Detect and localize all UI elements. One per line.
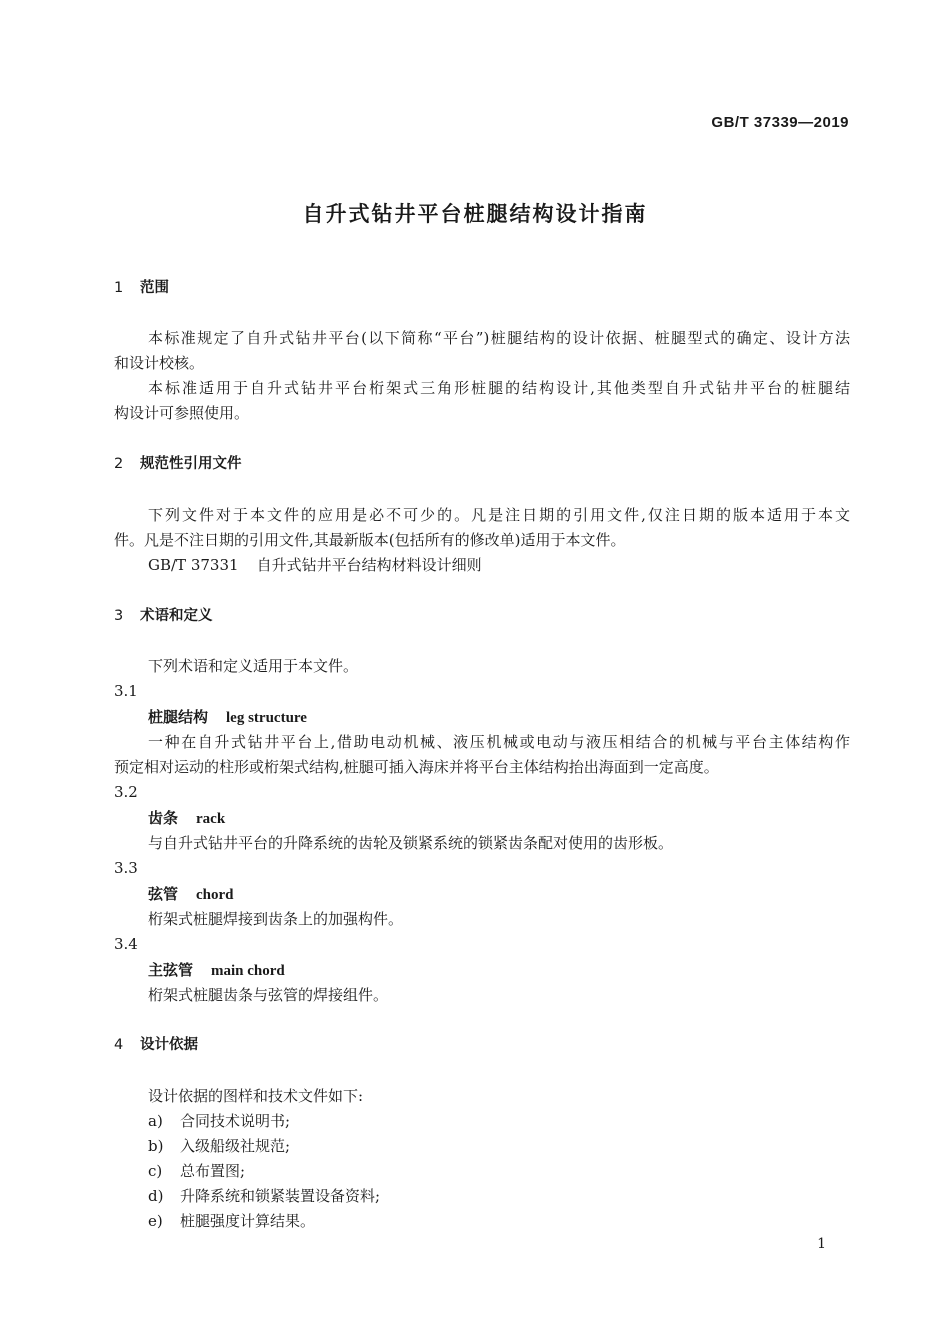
- section-heading-4: [114, 1033, 850, 1058]
- list-item-text: 升降系统和锁紧装置设备资料;: [180, 1187, 381, 1205]
- term-chinese: 弦管: [148, 885, 179, 903]
- paragraph-line: 本标准适用于自升式钻井平台桁架式三角形桩腿的结构设计,其他类型自升式钻井平台的桩腿结: [148, 379, 850, 397]
- list-item-label: c): [148, 1162, 163, 1180]
- list-item-text: 入级船级社规范;: [180, 1137, 291, 1155]
- section-number: 3: [114, 608, 124, 624]
- section-title: 范围: [140, 280, 169, 296]
- list-item: [148, 1184, 850, 1209]
- section-title: 术语和定义: [140, 608, 213, 624]
- document-title: 自升式钻井平台桩腿结构设计指南: [302, 202, 648, 226]
- normative-reference: [148, 553, 850, 578]
- section-heading-3: [114, 604, 850, 629]
- section-number: 2: [114, 456, 124, 472]
- term-number: 3.4: [114, 935, 138, 953]
- list-item-label: e): [148, 1212, 163, 1230]
- term-definition: 预定相对运动的柱形或桁架式结构,桩腿可插入海床并将平台主体结构抬出海面到一定高度。: [114, 758, 719, 776]
- term-entry: [148, 705, 850, 731]
- reference-title: 自升式钻井平台结构材料设计细则: [256, 556, 482, 574]
- term-entry: [148, 958, 850, 984]
- list-item-text: 合同技术说明书;: [180, 1112, 291, 1130]
- section-heading-1: [114, 276, 850, 301]
- term-number: 3.3: [114, 859, 138, 877]
- term-definition: 与自升式钻井平台的升降系统的齿轮及锁紧系统的锁紧齿条配对使用的齿形板。: [148, 834, 674, 852]
- list-item: [148, 1159, 850, 1184]
- term-entry: [148, 882, 850, 908]
- paragraph-line: 本标准规定了自升式钻井平台(以下简称“平台”)桩腿结构的设计依据、桩腿型式的确定、设计方法: [148, 329, 850, 347]
- page-number: 1: [817, 1236, 826, 1252]
- list-item-label: b): [148, 1137, 164, 1155]
- term-number: 3.1: [114, 682, 138, 700]
- list-item: [148, 1109, 850, 1134]
- list-item-text: 总布置图;: [180, 1162, 246, 1180]
- term-english: main chord: [211, 963, 285, 979]
- list-item-text: 桩腿强度计算结果。: [180, 1212, 316, 1230]
- section-number: 4: [114, 1037, 124, 1053]
- standard-number: GB/T 37339—2019: [711, 114, 849, 131]
- term-number: 3.2: [114, 783, 138, 801]
- term-chinese: 主弦管: [148, 961, 194, 979]
- term-definition: 一种在自升式钻井平台上,借助电动机械、液压机械或电动与液压相结合的机械与平台主体结构作: [148, 733, 850, 751]
- list-item-label: d): [148, 1187, 164, 1205]
- list-item-label: a): [148, 1112, 163, 1130]
- list-item: [148, 1209, 850, 1234]
- reference-code: GB/T 37331: [148, 556, 239, 574]
- term-chinese: 齿条: [148, 809, 179, 827]
- paragraph-line: 构设计可参照使用。: [114, 404, 250, 422]
- paragraph-line: 件。凡是不注日期的引用文件,其最新版本(包括所有的修改单)适用于本文件。: [114, 531, 626, 549]
- section-heading-2: [114, 452, 850, 477]
- section-title: 规范性引用文件: [140, 456, 242, 472]
- term-english: chord: [196, 887, 234, 903]
- paragraph-line: 下列术语和定义适用于本文件。: [148, 657, 359, 675]
- term-chinese: 桩腿结构: [148, 708, 209, 726]
- section-title: 设计依据: [140, 1037, 198, 1053]
- paragraph-line: 设计依据的图样和技术文件如下:: [148, 1087, 364, 1105]
- term-definition: 桁架式桩腿焊接到齿条上的加强构件。: [148, 910, 404, 928]
- term-definition: 桁架式桩腿齿条与弦管的焊接组件。: [148, 986, 389, 1004]
- term-english: leg structure: [226, 710, 307, 726]
- paragraph-line: 下列文件对于本文件的应用是必不可少的。凡是注日期的引用文件,仅注日期的版本适用于本文: [148, 506, 850, 524]
- section-number: 1: [114, 280, 124, 296]
- term-entry: [148, 806, 850, 832]
- paragraph-line: 和设计校核。: [114, 354, 205, 372]
- term-english: rack: [196, 811, 226, 827]
- list-item: [148, 1134, 850, 1159]
